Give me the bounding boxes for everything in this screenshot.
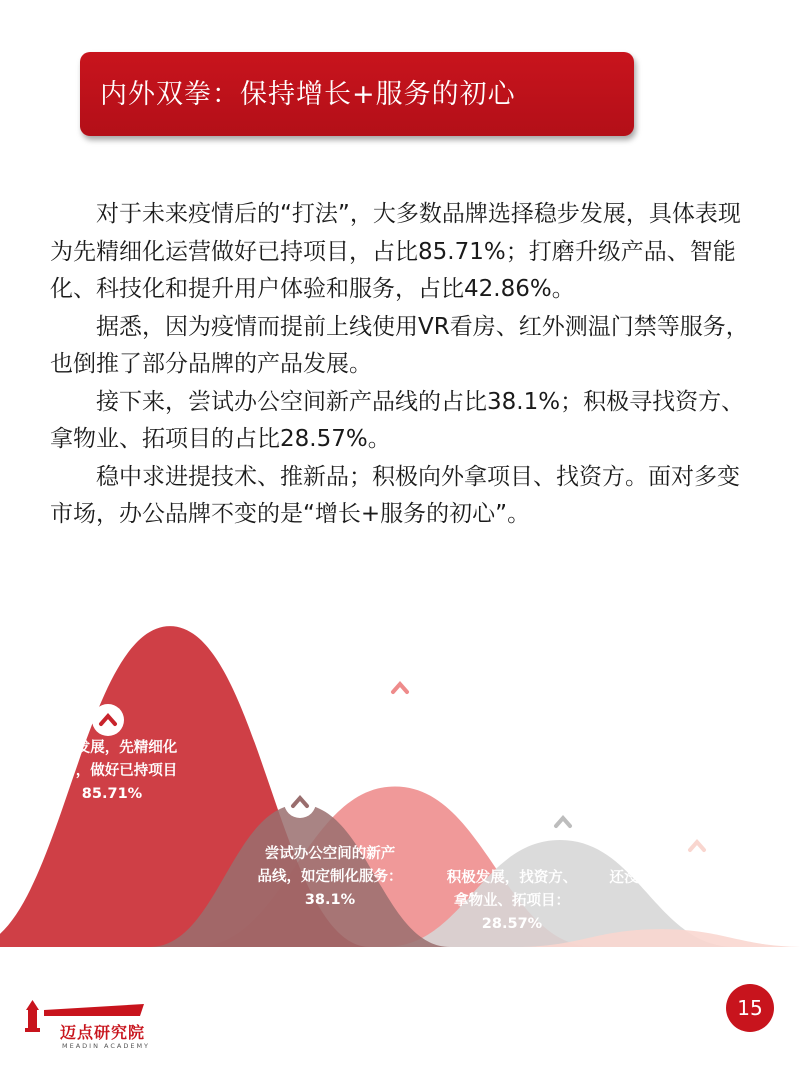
value-label: 4.76% <box>656 893 708 909</box>
category-label: 积极发展，找资方、 <box>446 870 578 886</box>
category-label: 尝试办公空间的新产 <box>264 846 396 862</box>
value-label: 42.86% <box>372 758 434 774</box>
category-label: 升级产品，智能化、科技化， <box>308 712 498 728</box>
brand-name: 迈点研究院 <box>60 1023 146 1042</box>
brand-subtitle: MEADIN ACADEMY <box>62 1042 151 1050</box>
paragraph: 据悉，因为疫情而提前上线使用VR看房、红外测温门禁等服务，也倒推了部分品牌的产品发展。 <box>50 313 749 377</box>
paragraph: 对于未来疫情后的“打法”，大多数品牌选择稳步发展，具体表现为先精细化运营做好已持项目，占比85.71%；打磨升级产品、智能化、科技化和提升用户体验和服务，占比42.86%。 <box>50 201 741 302</box>
category-label: 运营，做好已持项目 <box>46 763 178 779</box>
logo <box>22 996 152 1062</box>
body-text <box>50 196 762 534</box>
category-label: 稳步发展，先精细化 <box>46 740 178 756</box>
chevron-up-icon <box>547 806 579 838</box>
category-label: 提升用户体验服务 <box>345 735 461 751</box>
title-banner <box>80 52 634 136</box>
chevron-up-icon <box>284 786 316 818</box>
value-label: 85.71% <box>81 786 143 802</box>
chart <box>0 600 800 960</box>
category-label: 还没想好，暂时观望： <box>609 870 755 886</box>
paragraph: 稳中求进提技术、推新品；积极向外拿项目、找资方。面对多变市场，办公品牌不变的是“增长+服务的初心”。 <box>50 463 740 527</box>
page-number: 15 <box>726 984 774 1032</box>
chevron-up-icon <box>384 672 416 704</box>
chevron-up-icon <box>681 830 713 862</box>
category-label: 拿物业、拓项目： <box>454 893 570 909</box>
paragraph: 接下来，尝试办公空间新产品线的占比38.1%；积极寻找资方、拿物业、拓项目的占比28.57%。 <box>50 388 745 452</box>
value-label: 38.1% <box>304 892 356 908</box>
value-label: 28.57% <box>481 916 543 932</box>
page-title: 内外双拳：保持增长+服务的初心 <box>100 79 516 110</box>
category-label: 品线，如定制化服务： <box>257 869 403 885</box>
chevron-up-icon <box>92 704 124 736</box>
chart-svg <box>0 600 800 960</box>
